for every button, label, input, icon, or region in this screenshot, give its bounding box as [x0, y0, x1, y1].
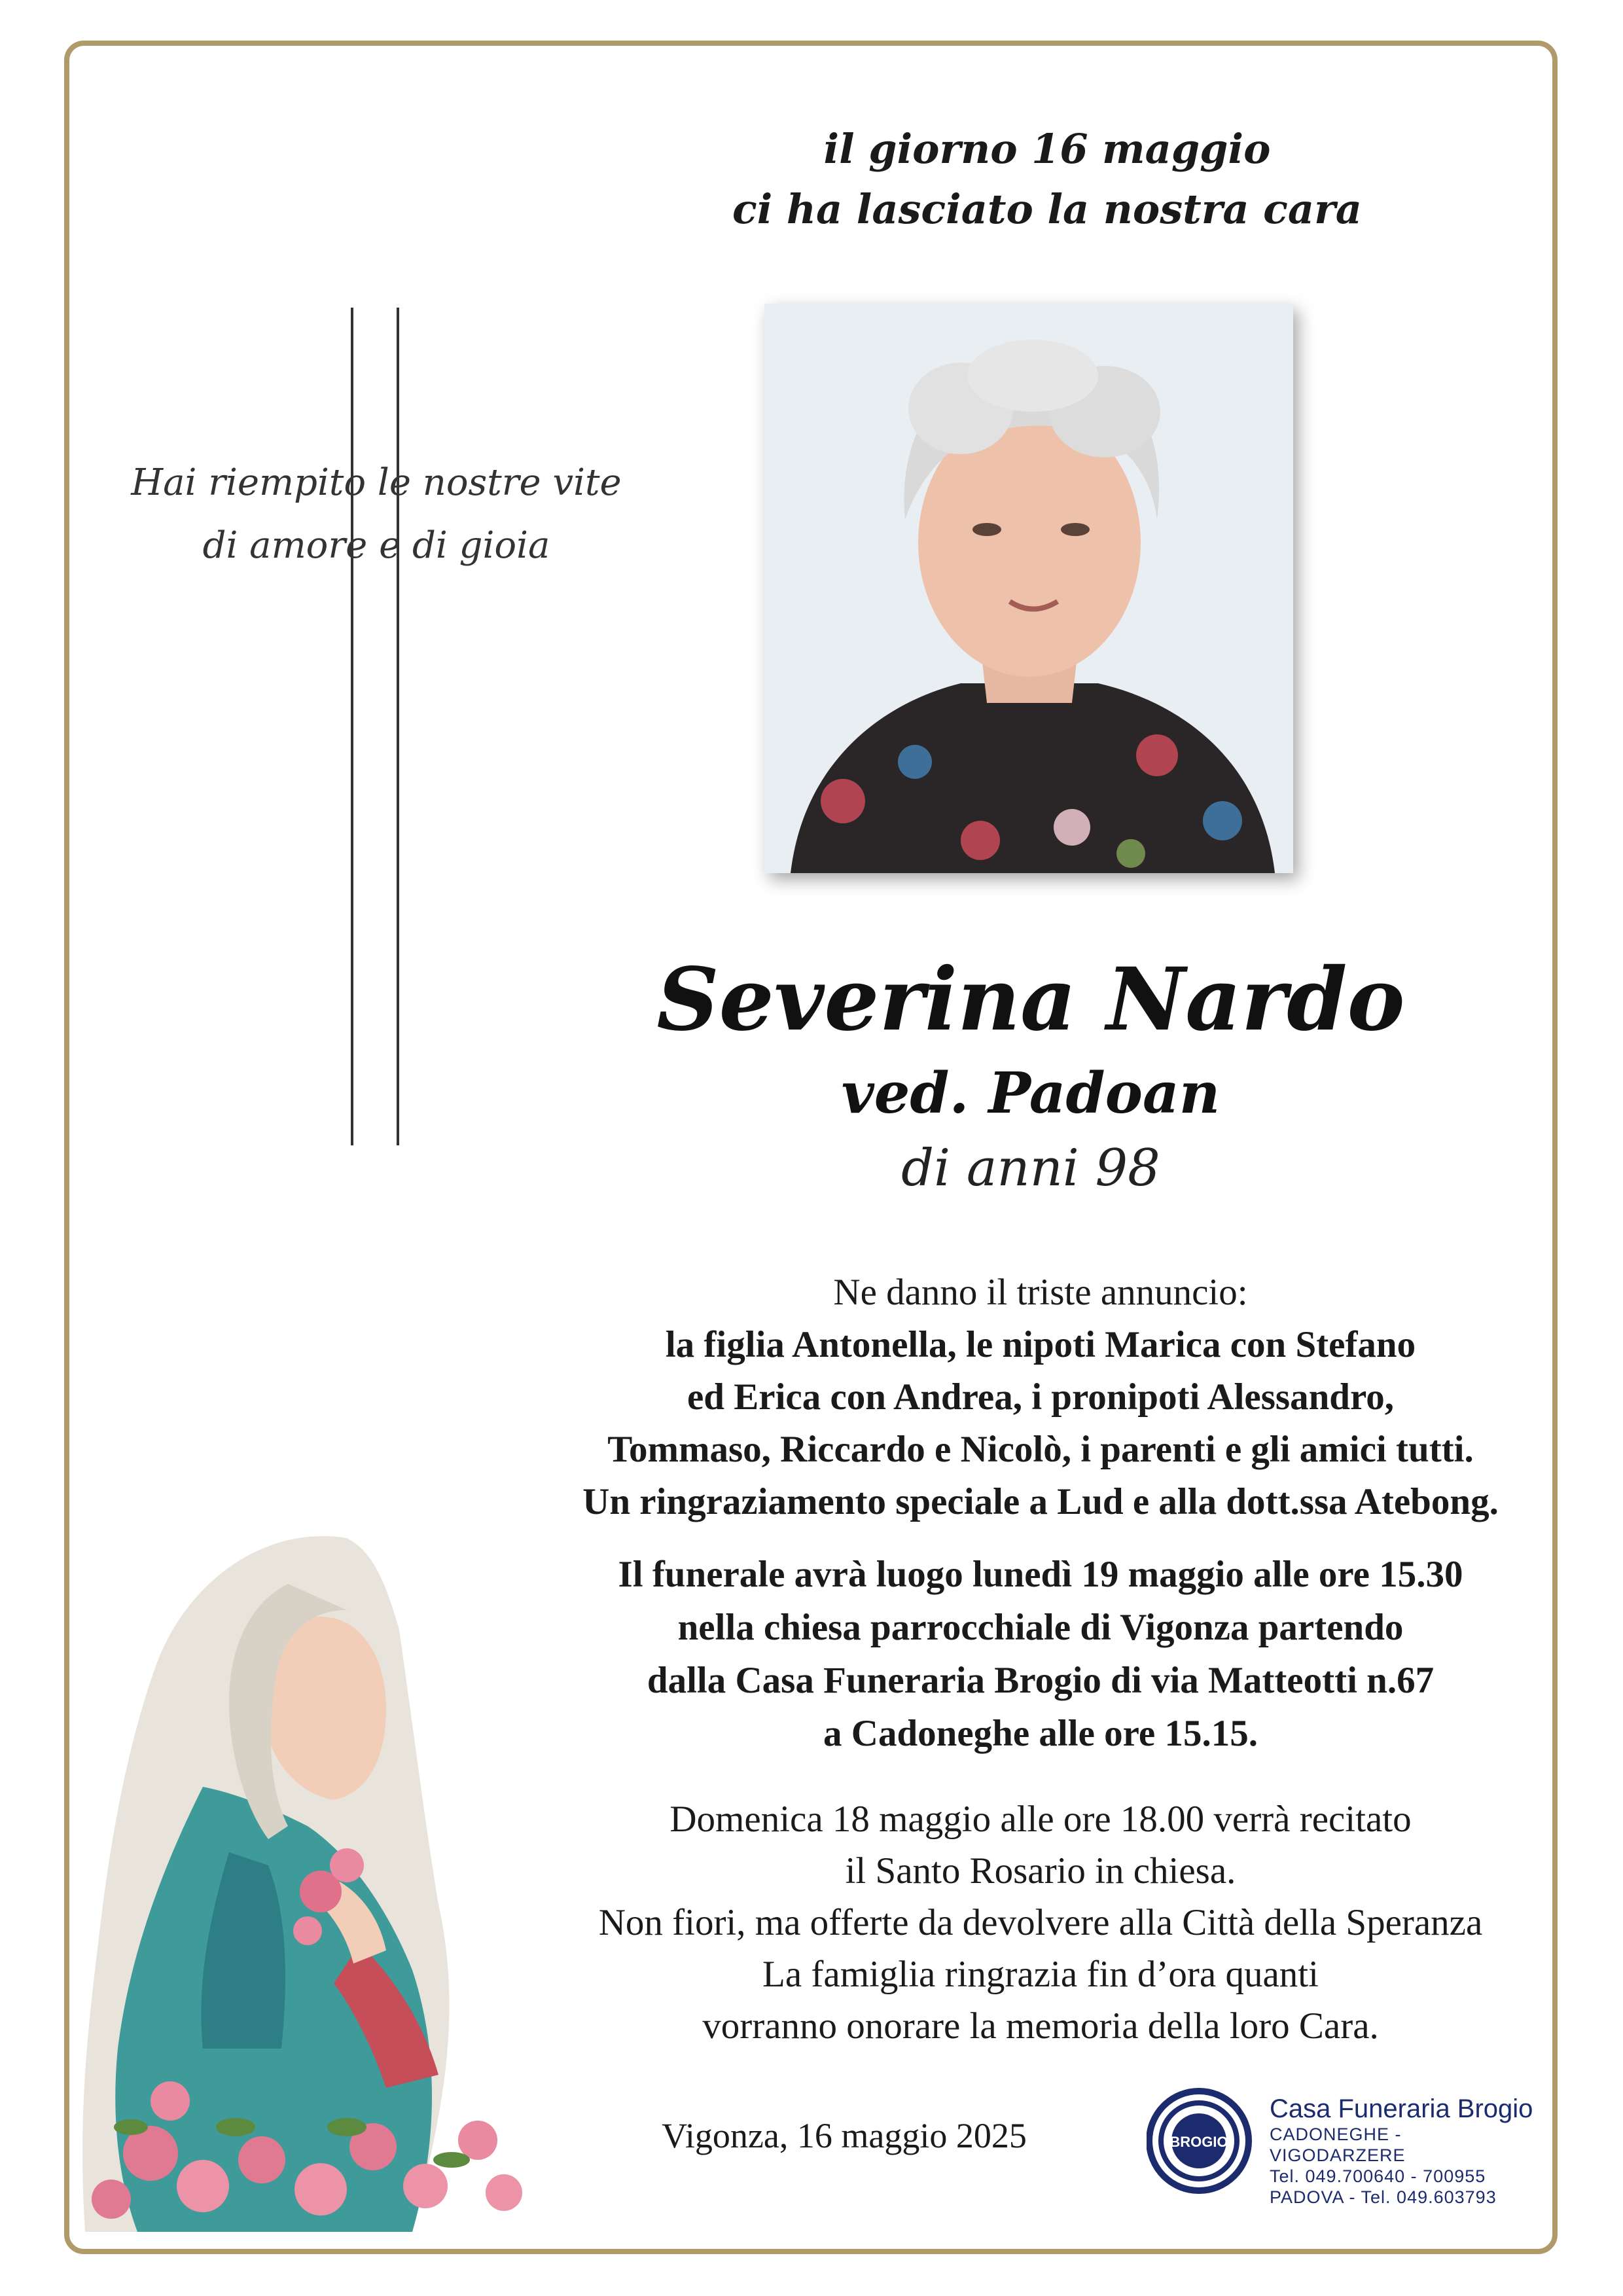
place-date: Vigonza, 16 maggio 2025 — [662, 2116, 1027, 2155]
announcement-line: Tommaso, Riccardo e Nicolò, i parenti e gli amici tutti. — [607, 1429, 1474, 1470]
cross-line-left — [351, 308, 353, 1145]
funeral-home-phone: Tel. 049.700640 - 700955 — [1270, 2166, 1486, 2186]
announcement-line: Un ringraziamento speciale a Lud e alla dott.ssa Atebong. — [582, 1481, 1499, 1522]
funeral-line: Il funerale avrà luogo lunedì 19 maggio alle ore 15.30 — [618, 1554, 1463, 1595]
note-line: Domenica 18 maggio alle ore 18.00 verrà recitato — [669, 1799, 1412, 1840]
announcement-lead: Ne danno il triste annuncio: — [833, 1272, 1248, 1313]
note-line: vorranno onorare la memoria della loro Cara. — [702, 2005, 1379, 2047]
announcement-line: ed Erica con Andrea, i pronipoti Alessandro, — [687, 1376, 1394, 1418]
intro-text — [622, 119, 1472, 240]
note-line: Non fiori, ma offerte da devolvere alla Città della Speranza — [598, 1902, 1483, 1943]
deceased-age: di anni 98 — [901, 1139, 1160, 1198]
funeral-home-locations: CADONEGHE - VIGODARZERE — [1270, 2125, 1406, 2165]
funeral-line: a Cadoneghe alle ore 15.15. — [823, 1713, 1258, 1754]
intro-line: il giorno 16 maggio — [823, 125, 1271, 173]
logo-mark-text: BROGIO — [1169, 2134, 1228, 2150]
deceased-name: Severina Nardo — [656, 949, 1405, 1050]
madonna-with-roses-image — [72, 1486, 596, 2232]
portrait-photo — [764, 304, 1293, 873]
memorial-quote — [98, 452, 654, 577]
funeral-details — [524, 1548, 1558, 1760]
quote-line: di amore e di gioia — [202, 524, 550, 567]
brogio-logo-icon — [1147, 2085, 1258, 2197]
portrait-illustration — [764, 304, 1293, 873]
note-line: La famiglia ringrazia fin d’ora quanti — [762, 1954, 1319, 1995]
funeral-line: dalla Casa Funeraria Brogio di via Matteotti n.67 — [647, 1660, 1435, 1701]
funeral-home-phone: PADOVA - Tel. 049.603793 — [1270, 2187, 1497, 2207]
additional-notes — [524, 1793, 1558, 2052]
announcement-block — [524, 1266, 1558, 1528]
announcement-line: la figlia Antonella, le nipoti Marica con Stefano — [665, 1324, 1416, 1365]
cross-line-right — [397, 308, 399, 1145]
funeral-home-name: Casa Funeraria Brogio — [1270, 2094, 1533, 2123]
funeral-home-logo — [1147, 2080, 1539, 2224]
quote-line: Hai riempito le nostre vite — [131, 461, 622, 504]
widow-of: ved. Padoan — [841, 1060, 1221, 1126]
funeral-home-details — [1270, 2094, 1539, 2208]
funeral-line: nella chiesa parrocchiale di Vigonza partendo — [677, 1607, 1404, 1648]
intro-line: ci ha lasciato la nostra cara — [732, 185, 1362, 233]
note-line: il Santo Rosario in chiesa. — [845, 1850, 1236, 1892]
